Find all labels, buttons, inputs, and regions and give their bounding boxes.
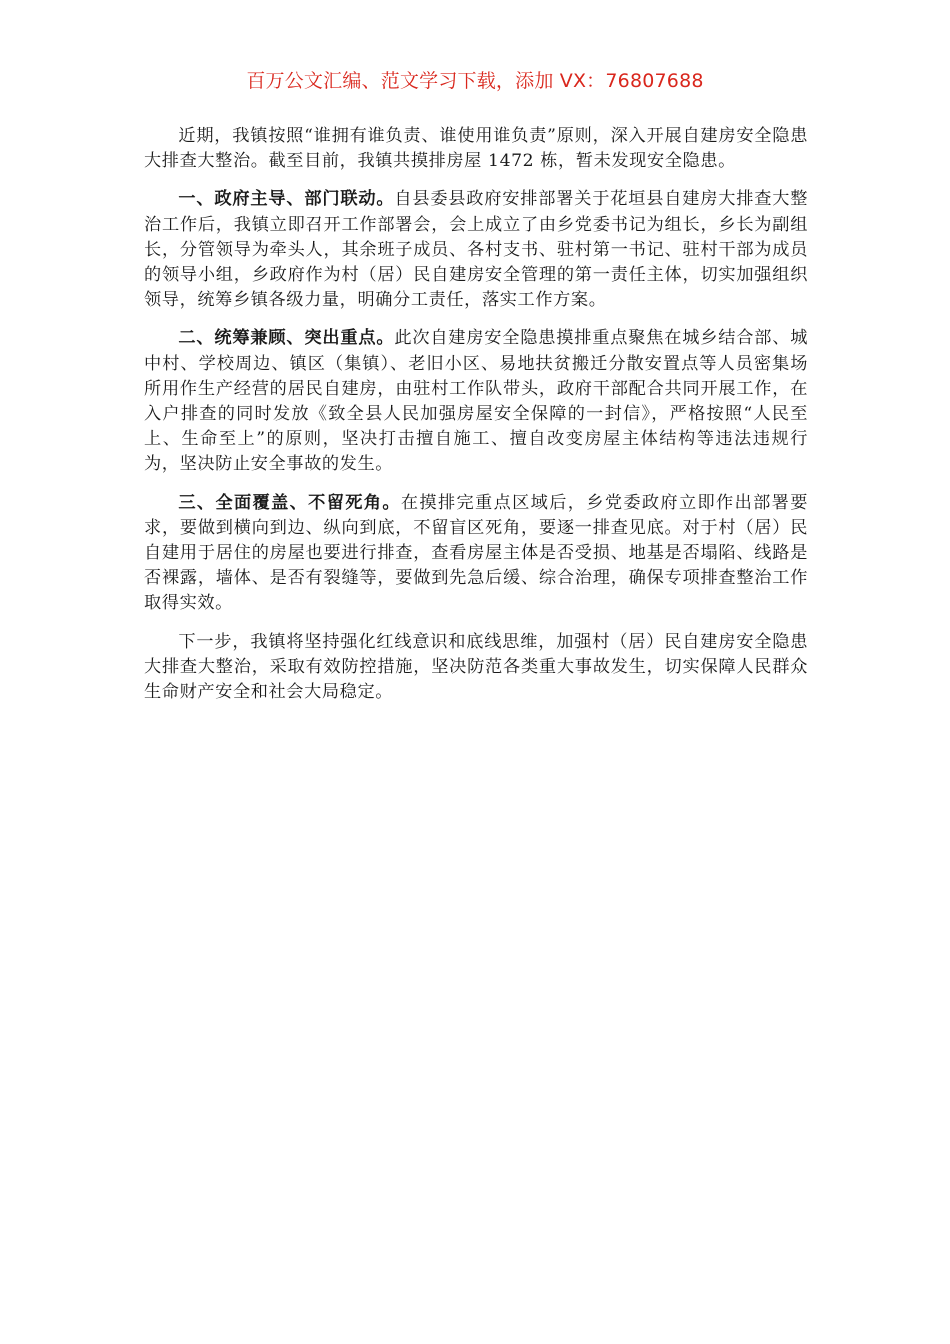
section-paragraph-3 <box>144 491 808 617</box>
section-heading-3: 三、全面覆盖、不留死角。 <box>178 492 401 513</box>
section-body-1: 自县委县政府安排部署关于花垣县自建房大排查大整治工作后，我镇立即召开工作部署会，会上成立了由乡党委书记为组长，乡长为副组长，分管领导为牵头人，其余班子成员、各村支书、驻村第一书记、驻村干部为成员的领导小组，乡政府作为村（居）民自建房安全管理的第一责任主体，切实加强组织领导，统筹乡镇各级力量，明确分工责任，落实工作方案。 <box>144 189 808 311</box>
document-body <box>144 124 808 718</box>
closing-paragraph: 下一步，我镇将坚持强化红线意识和底线思维，加强村（居）民自建房安全隐患大排查大整治，采取有效防控措施，坚决防范各类重大事故发生，切实保障人民群众生命财产安全和社会大局稳定。 <box>144 631 808 703</box>
section-paragraph-1 <box>144 187 808 313</box>
intro-paragraph: 近期，我镇按照“谁拥有谁负责、谁使用谁负责”原则，深入开展自建房安全隐患大排查大整治。截至目前，我镇共摸排房屋 1472 栋，暂未发现安全隐患。 <box>144 126 808 172</box>
header-banner: 百万公文汇编、范文学习下载，添加 VX：76807688 <box>246 70 704 92</box>
section-heading-2: 二、统筹兼顾、突出重点。 <box>178 328 395 349</box>
section-body-3: 在摸排完重点区域后，乡党委政府立即作出部署要求，要做到横向到边、纵向到底，不留盲区死角，要逐一排查见底。对于村（居）民自建用于居住的房屋也要进行排查，查看房屋主体是否受损、地基是否塌陷、线路是否裸露，墙体、是否有裂缝等，要做到先急后缓、综合治理，确保专项排查整治工作取得实效。 <box>144 492 809 614</box>
section-paragraph-2 <box>144 326 808 477</box>
section-heading-1: 一、政府主导、部门联动。 <box>178 189 395 210</box>
section-body-2: 此次自建房安全隐患摸排重点聚焦在城乡结合部、城中村、学校周边、镇区（集镇）、老旧小区、易地扶贫搬迁分散安置点等人员密集场所用作生产经营的居民自建房，由驻村工作队带头，政府干部配合共同开展工作，在入户排查的同时发放《致全县人民加强房屋安全保障的一封信》，严格按照“人民至上、生命至上”的原则，坚决打击擅自施工、擅自改变房屋主体结构等违法违规行为，坚决防止安全事故的发生。 <box>144 328 808 475</box>
